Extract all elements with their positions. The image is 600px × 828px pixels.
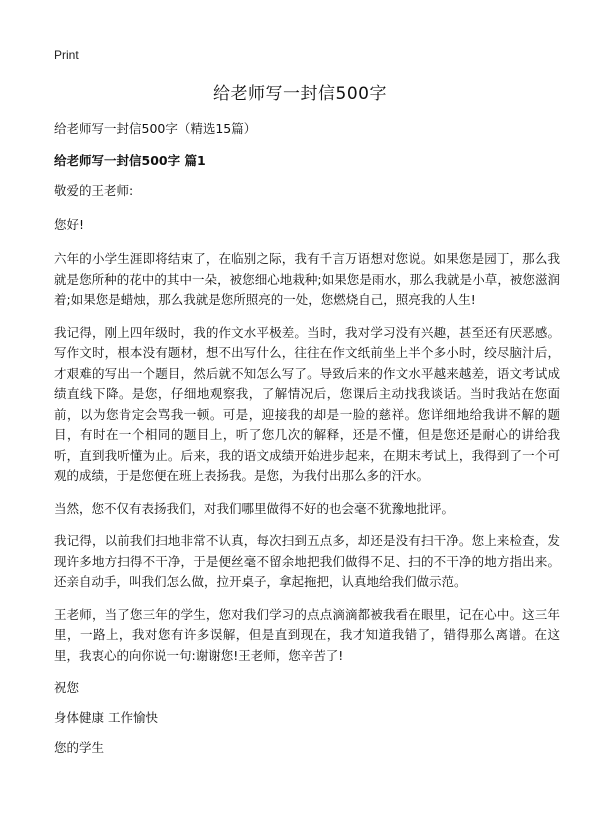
signature: 您的学生 [54, 740, 105, 755]
wishes: 身体健康 工作愉快 [54, 710, 158, 725]
section-heading: 给老师写一封信500字 篇1 [54, 153, 206, 168]
greeting: 您好! [54, 217, 85, 232]
salutation: 敬爱的王老师: [54, 183, 134, 198]
print-link[interactable]: Print [54, 48, 79, 62]
document-subtitle: 给老师写一封信500字（精选15篇） [54, 121, 257, 136]
body-paragraph: 六年的小学生涯即将结束了，在临别之际，我有千言万语想对您说。如果您是园丁，那么我就是您所种的花中的其中一朵，被您细心地栽种;如果您是雨水，那么我就是小草，被您滋润着;如果您是蜡烛，那么我就是您所照亮的一处，您燃烧自己，照亮我的人生! [54, 251, 560, 307]
body-paragraph: 我记得，刚上四年级时，我的作文水平极差。当时，我对学习没有兴趣，甚至还有厌恶感。写作文时，根本没有题材，想不出写什么，往往在作文纸前坐上半个多小时，绞尽脑汁后，才艰难的写出一个题目，然后就不知怎么写了。导致后来的作文水平越来越差，语文考试成绩直线下降。是您，仔细地观察我，了解情况后，您课后主动找我谈话。当时我站在您面前，以为您肯定会骂我一顿。可是，迎接我的却是一脸的慈祥。您详细地给我讲不解的题目，有时在一个相同的题目上，听了您几次的解释，还是不懂，但是您还是耐心的讲给我听，直到我听懂为止。后来，我的语文成绩开始进步起来，在期末考试上，我得到了一个可观的成绩，于是您便在班上表扬我。是您，为我付出那么多的汗水。 [54, 324, 560, 483]
document-body [54, 119, 560, 768]
body-paragraph: 当然，您不仅有表扬我们，对我们哪里做得不好的也会毫不犹豫地批评。 [54, 500, 455, 516]
body-paragraph: 王老师，当了您三年的学生，您对我们学习的点点滴滴都被我看在眼里，记在心中。这三年里，一路上，我对您有许多误解，但是直到现在，我才知道我错了，错得那么离谱。在这里，我衷心的向你说一句:谢谢您!王老师，您辛苦了! [54, 606, 560, 663]
body-paragraph: 我记得，以前我们扫地非常不认真，每次扫到五点多，却还是没有扫干净。您上来检查，发现许多地方扫得不干净，于是便丝毫不留余地把我们做得不足、扫的不干净的地方指出来。还亲自动手，叫我们怎么做，拉开桌子，拿起拖把，认真地给我们做示范。 [54, 533, 560, 589]
document-title: 给老师写一封信500字 [213, 84, 387, 104]
closing: 祝您 [54, 680, 80, 695]
